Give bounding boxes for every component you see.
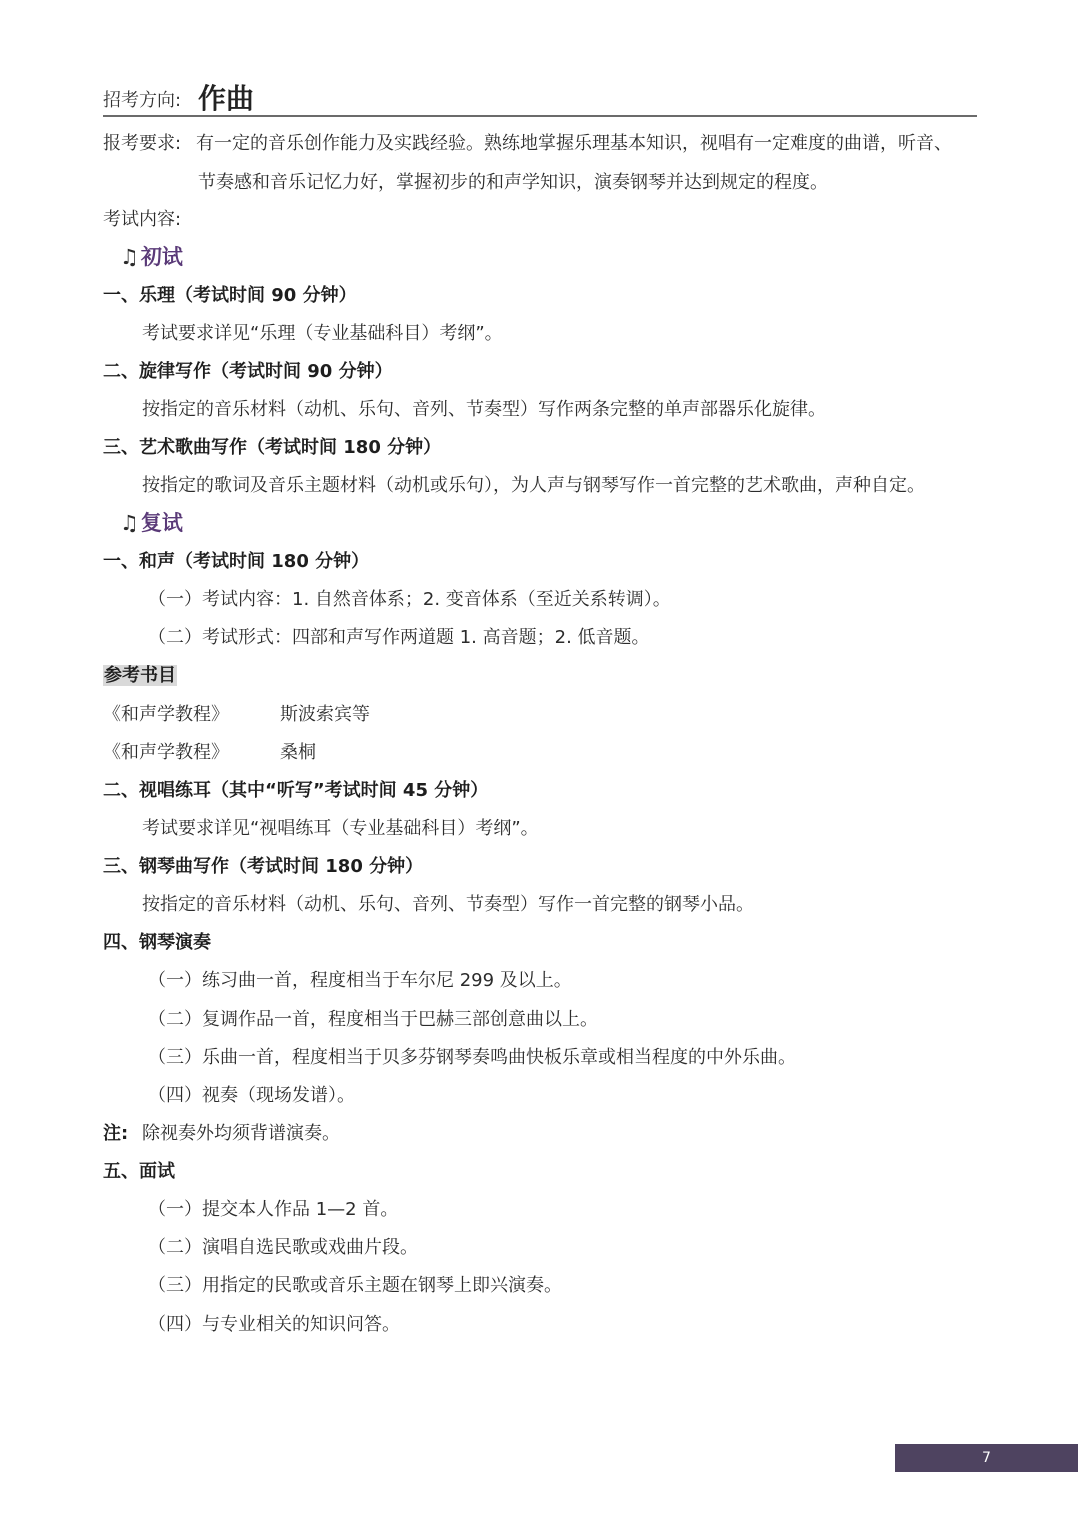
piano-performance-item-4: （四）视奏（现场发谱）。: [148, 1085, 355, 1106]
reference-book-author-1: 斯波索宾等: [280, 704, 370, 725]
direction-value: 作曲: [198, 82, 255, 115]
reference-book-title-1: 《和声学教程》: [103, 704, 229, 725]
prelim-text-3: 按指定的歌词及音乐主题材料（动机或乐句），为人声与钢琴写作一首完整的艺术歌曲，声种自定。: [142, 475, 925, 496]
references-label: 参考书目: [104, 665, 176, 686]
interview-item-1: （一）提交本人作品 1—2 首。: [148, 1199, 399, 1220]
piano-performance-item-3: （三）乐曲一首，程度相当于贝多芬钢琴奏鸣曲快板乐章或相当程度的中外乐曲。: [148, 1047, 796, 1068]
note-label: 注:: [103, 1123, 129, 1144]
interview-item-3: （三）用指定的民歌或音乐主题在钢琴上即兴演奏。: [148, 1275, 562, 1296]
reference-book-author-2: 桑桐: [280, 742, 316, 763]
solfege-heading: 二、视唱练耳（其中“听写”考试时间 45 分钟）: [103, 780, 489, 801]
interview-heading: 五、面试: [103, 1161, 175, 1182]
title-divider: [103, 115, 977, 117]
piano-performance-item-2: （二）复调作品一首，程度相当于巴赫三部创意曲以上。: [148, 1009, 598, 1030]
piano-performance-item-1: （一）练习曲一首，程度相当于车尔尼 299 及以上。: [148, 970, 572, 991]
page-number-badge: [895, 1444, 1078, 1472]
section-retest: [120, 509, 183, 537]
exam-content-label: 考试内容:: [103, 209, 182, 230]
direction-label: 招考方向:: [103, 90, 182, 111]
prelim-heading-1: 一、乐理（考试时间 90 分钟）: [103, 285, 357, 306]
harmony-sub-1: （一）考试内容：1. 自然音体系；2. 变音体系（至近关系转调）。: [148, 589, 671, 610]
interview-item-4: （四）与专业相关的知识问答。: [148, 1314, 400, 1335]
music-note-icon: ♫: [120, 245, 139, 269]
requirements-line-1: 有一定的音乐创作能力及实践经验。熟练地掌握乐理基本知识，视唱有一定难度的曲谱，听音、: [196, 133, 952, 154]
requirements-label: 报考要求:: [103, 133, 182, 154]
page-number: 7: [982, 1450, 991, 1466]
piano-performance-heading: 四、钢琴演奏: [103, 932, 211, 953]
music-note-icon: ♫: [120, 511, 139, 535]
requirements-line-2: 节奏感和音乐记忆力好，掌握初步的和声学知识，演奏钢琴并达到规定的程度。: [198, 172, 828, 193]
solfege-text: 考试要求详见“视唱练耳（专业基础科目）考纲”。: [142, 818, 539, 839]
prelim-heading-2: 二、旋律写作（考试时间 90 分钟）: [103, 361, 393, 382]
reference-book-title-2: 《和声学教程》: [103, 742, 229, 763]
prelim-heading-3: 三、艺术歌曲写作（考试时间 180 分钟）: [103, 437, 442, 458]
prelim-text-1: 考试要求详见“乐理（专业基础科目）考纲”。: [142, 323, 503, 344]
interview-item-2: （二）演唱自选民歌或戏曲片段。: [148, 1237, 418, 1258]
prelim-text-2: 按指定的音乐材料（动机、乐句、音列、节奏型）写作两条完整的单声部器乐化旋律。: [142, 399, 826, 420]
harmony-heading: 一、和声（考试时间 180 分钟）: [103, 551, 370, 572]
piano-writing-text: 按指定的音乐材料（动机、乐句、音列、节奏型）写作一首完整的钢琴小品。: [142, 894, 754, 915]
section-preliminary: [120, 243, 183, 271]
section-retest-title: 复试: [140, 511, 183, 535]
harmony-sub-2: （二）考试形式：四部和声写作两道题 1. 高音题；2. 低音题。: [148, 627, 650, 648]
piano-writing-heading: 三、钢琴曲写作（考试时间 180 分钟）: [103, 856, 424, 877]
note-text: 除视奏外均须背谱演奏。: [142, 1123, 340, 1144]
section-preliminary-title: 初试: [140, 245, 183, 269]
